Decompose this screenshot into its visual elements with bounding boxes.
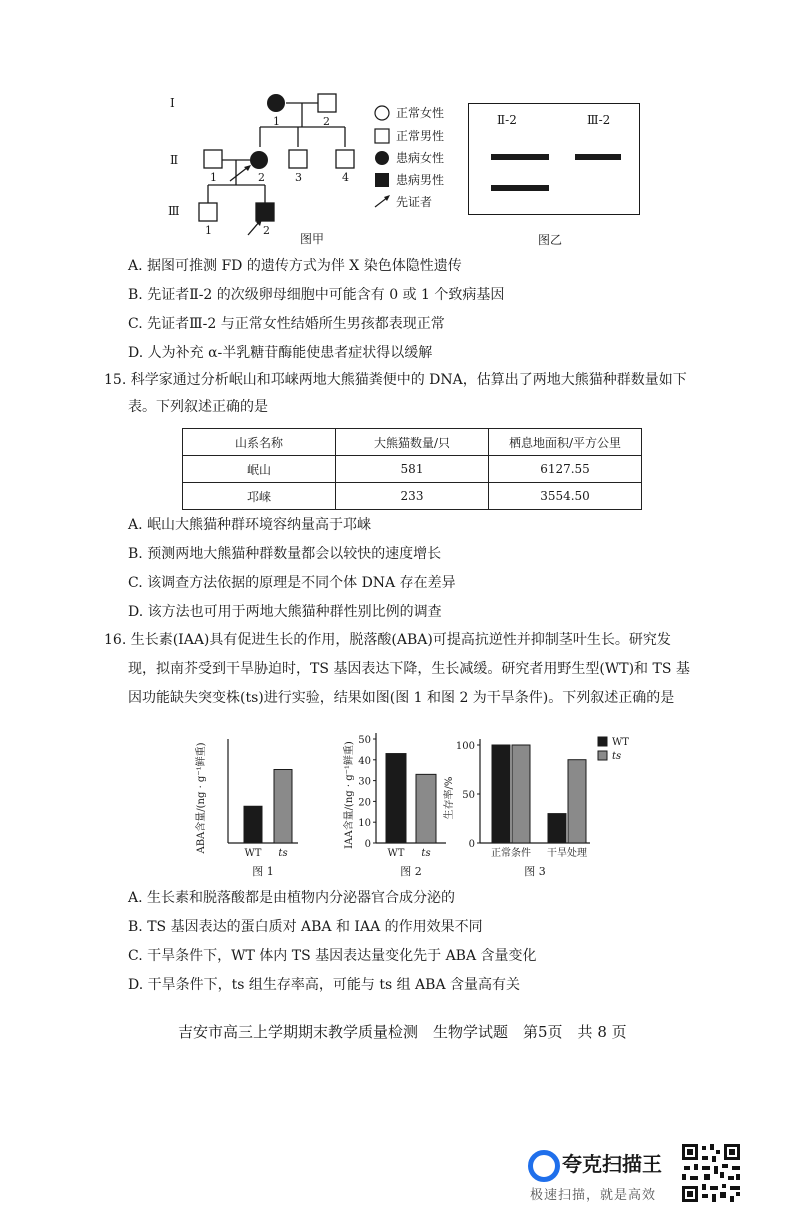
gel-band bbox=[491, 185, 549, 191]
q16-option-a: A. 生长素和脱落酸都是由植物内分泌器官合成分泌的 bbox=[128, 890, 456, 906]
table-cell: 233 bbox=[336, 483, 489, 510]
legend-normal-female-icon bbox=[375, 106, 389, 120]
chart-y-tick-label: 0 bbox=[468, 839, 475, 850]
II4-normal-male-icon bbox=[336, 150, 354, 168]
caption-tu-jia: 图甲 bbox=[300, 232, 325, 246]
II3-normal-male-icon bbox=[289, 150, 307, 168]
q15-option-c: C. 该调查方法依据的原理是不同个体 DNA 存在差异 bbox=[128, 575, 456, 591]
label-II3: 3 bbox=[295, 171, 302, 184]
label-II2: 2 bbox=[258, 171, 265, 184]
q15-table bbox=[182, 428, 642, 510]
caption-tu-yi: 图乙 bbox=[538, 233, 563, 247]
chart-x-tick-label: ts bbox=[278, 848, 288, 859]
chart-y-tick-label: 100 bbox=[455, 741, 475, 752]
q15-option-a: A. 岷山大熊猫种群环境容纳量高于邛崃 bbox=[128, 517, 372, 533]
brand-logo-icon bbox=[528, 1150, 560, 1182]
III1-normal-male-icon bbox=[199, 203, 217, 221]
chart-bar bbox=[244, 806, 262, 843]
chart-title: 图 1 bbox=[252, 865, 274, 878]
q16-stem-line1: 16. 生长素(IAA)具有促进生长的作用，脱落酸(ABA)可提高抗逆性并抑制茎叶生长。研究发 bbox=[104, 632, 671, 648]
qr-code-icon bbox=[680, 1142, 742, 1204]
chart-title: 图 2 bbox=[400, 865, 422, 878]
chart-y-tick-label: 20 bbox=[358, 797, 371, 809]
q15-stem-line1: 15. 科学家通过分析岷山和邛崃两地大熊猫粪便中的 DNA，估算出了两地大熊猫种群数量如下 bbox=[104, 372, 687, 388]
gel-lane-label-2: Ⅲ-2 bbox=[587, 113, 611, 127]
label-II1: 1 bbox=[210, 171, 217, 184]
chart-legend-label: WT bbox=[612, 737, 629, 748]
chart-bar bbox=[386, 754, 406, 843]
chart-y-label: IAA含量/(ng · g⁻¹鲜重) bbox=[344, 741, 355, 849]
chart-title: 图 3 bbox=[524, 865, 546, 878]
brand-slogan: 极速扫描，就是高效 bbox=[530, 1188, 657, 1203]
page-footer: 吉安市高三上学期期末教学质量检测 生物学试题 第5页 共 8 页 bbox=[178, 1023, 627, 1041]
chart-y-tick-label: 50 bbox=[462, 790, 475, 801]
q16-option-b: B. TS 基因表达的蛋白质对 ABA 和 IAA 的作用效果不同 bbox=[128, 919, 483, 935]
chart-x-tick-label: WT bbox=[244, 848, 262, 859]
chart-bar bbox=[548, 814, 566, 843]
q14-option-b: B. 先证者Ⅱ-2 的次级卵母细胞中可能含有 0 或 1 个致病基因 bbox=[128, 287, 505, 303]
chart-y-tick-label: 0 bbox=[364, 839, 371, 850]
q15-option-d: D. 该方法也可用于两地大熊猫种群性别比例的调查 bbox=[128, 604, 442, 620]
q15-option-b: B. 预测两地大熊猫种群数量都会以较快的速度增长 bbox=[128, 546, 442, 562]
scanner-watermark bbox=[520, 1140, 790, 1210]
chart-legend-swatch bbox=[598, 737, 607, 746]
chart-y-label: 生存率/% bbox=[444, 776, 455, 820]
q16-stem-line2: 现，拟南芥受到干旱胁迫时，TS 基因表达下降，生长减缓。研究者用野生型(WT)和 TS 基 bbox=[128, 661, 690, 677]
q15-stem-line2: 表。下列叙述正确的是 bbox=[128, 399, 268, 415]
chart-y-tick-label: 30 bbox=[358, 776, 371, 788]
legend-text-affected-female: 患病女性 bbox=[396, 151, 445, 165]
label-III1: 1 bbox=[205, 224, 212, 237]
chart-bar bbox=[492, 745, 510, 843]
gel-box bbox=[468, 103, 640, 215]
label-II4: 4 bbox=[342, 171, 349, 184]
I1-affected-female-icon bbox=[267, 94, 285, 112]
label-I1: 1 bbox=[273, 115, 280, 128]
pedigree-chart bbox=[160, 85, 460, 250]
legend-affected-female-icon bbox=[375, 151, 389, 165]
gel-band bbox=[491, 154, 549, 160]
table-cell: 邛崃 bbox=[183, 483, 336, 510]
q16-option-d: D. 干旱条件下，ts 组生存率高，可能与 ts 组 ABA 含量高有关 bbox=[128, 977, 521, 993]
table-cell: 岷山 bbox=[183, 456, 336, 483]
label-III2: 2 bbox=[263, 224, 270, 237]
chart-x-tick-label: 正常条件 bbox=[491, 848, 531, 859]
chart-x-tick-label: WT bbox=[387, 848, 405, 859]
q16-option-c: C. 干旱条件下，WT 体内 TS 基因表达量变化先于 ABA 含量变化 bbox=[128, 948, 537, 964]
table-header: 山系名称 bbox=[183, 429, 336, 456]
table-cell: 581 bbox=[336, 456, 489, 483]
chart-bar bbox=[512, 745, 530, 843]
gel-lane-label-1: Ⅱ-2 bbox=[497, 113, 517, 127]
II2-affected-female-icon bbox=[250, 151, 268, 169]
chart-legend-swatch bbox=[598, 751, 607, 760]
table-header: 栖息地面积/平方公里 bbox=[489, 429, 642, 456]
legend-text-normal-female: 正常女性 bbox=[396, 106, 445, 120]
III2-affected-male-icon bbox=[256, 203, 274, 221]
table-header: 大熊猫数量/只 bbox=[336, 429, 489, 456]
gen-label-I: Ⅰ bbox=[170, 96, 175, 110]
chart-legend-label: ts bbox=[612, 751, 622, 762]
chart-bar bbox=[568, 760, 586, 843]
brand-name: 夸克扫描王 bbox=[562, 1152, 662, 1176]
q14-option-c: C. 先证者Ⅲ-2 与正常女性结婚所生男孩都表现正常 bbox=[128, 316, 445, 332]
table-cell: 3554.50 bbox=[489, 483, 642, 510]
q14-option-d: D. 人为补充 α-半乳糖苷酶能使患者症状得以缓解 bbox=[128, 345, 433, 361]
chart-y-tick-label: 50 bbox=[358, 735, 371, 746]
q14-option-a: A. 据图可推测 FD 的遗传方式为伴 X 染色体隐性遗传 bbox=[128, 258, 462, 274]
chart-bar bbox=[416, 774, 436, 843]
gel-band bbox=[575, 154, 621, 160]
chart-x-tick-label: 干旱处理 bbox=[547, 848, 587, 859]
legend-normal-male-icon bbox=[375, 129, 389, 143]
legend-text-normal-male: 正常男性 bbox=[396, 129, 445, 143]
gen-label-III: Ⅲ bbox=[168, 204, 180, 218]
q16-charts bbox=[180, 725, 660, 885]
gen-label-II: Ⅱ bbox=[170, 153, 179, 167]
legend-affected-male-icon bbox=[375, 173, 389, 187]
legend-text-affected-male: 患病男性 bbox=[396, 173, 445, 187]
I2-normal-male-icon bbox=[318, 94, 336, 112]
chart-y-tick-label: 10 bbox=[358, 818, 371, 830]
II1-normal-male-icon bbox=[204, 150, 222, 168]
chart-bar bbox=[274, 770, 292, 844]
q16-stem-line3: 因功能缺失突变株(ts)进行实验，结果如图(图 1 和图 2 为干旱条件)。下列叙述正确的是 bbox=[128, 690, 675, 706]
legend-text-proband: 先证者 bbox=[396, 195, 433, 209]
chart-y-tick-label: 40 bbox=[358, 755, 371, 767]
label-I2: 2 bbox=[323, 115, 330, 128]
chart-y-label: ABA含量/(ng · g⁻¹鲜重) bbox=[196, 742, 207, 854]
table-row bbox=[183, 483, 642, 510]
table-row bbox=[183, 456, 642, 483]
chart-x-tick-label: ts bbox=[421, 848, 431, 859]
table-cell: 6127.55 bbox=[489, 456, 642, 483]
